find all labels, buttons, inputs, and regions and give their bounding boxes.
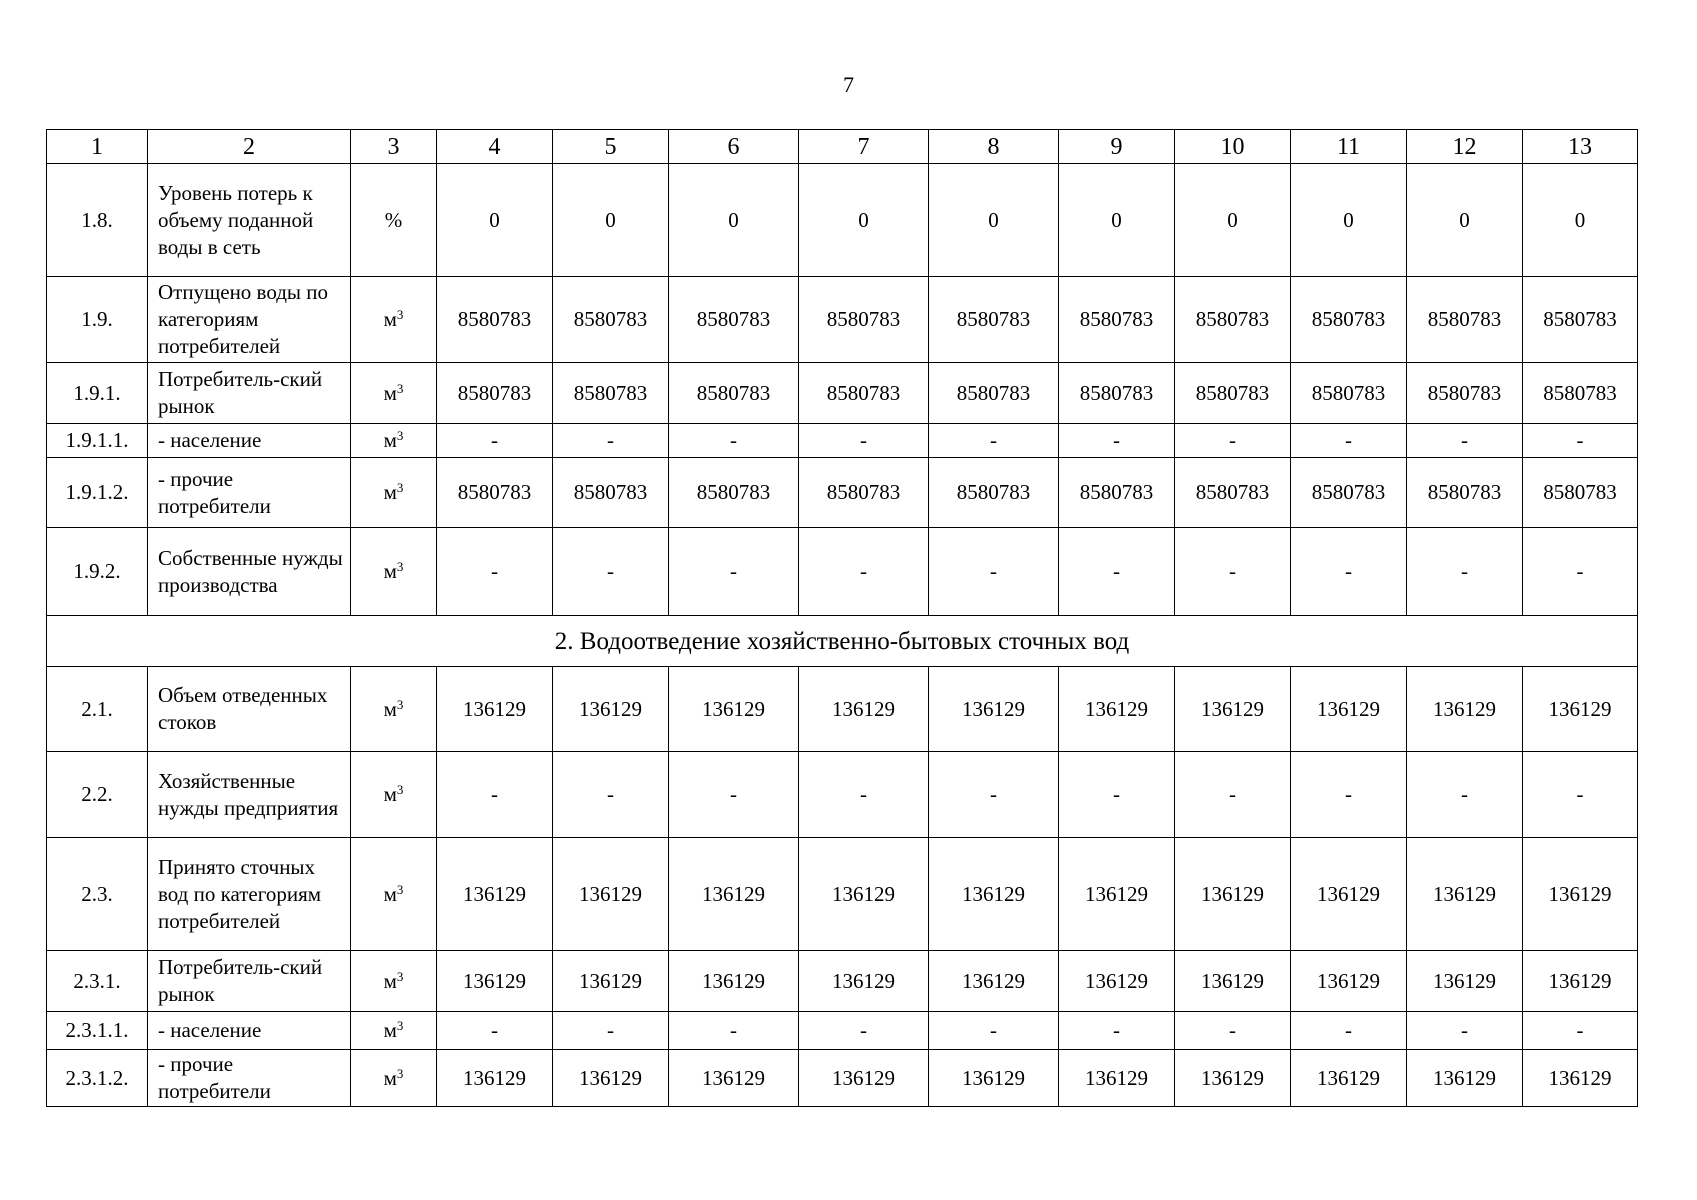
value-cell: 8580783 <box>929 277 1059 363</box>
unit: м <box>383 1065 397 1090</box>
value-cell: 0 <box>437 164 553 277</box>
value-cell: 8580783 <box>799 458 929 528</box>
unit-superscript: 3 <box>396 428 404 443</box>
header-cell: 9 <box>1059 130 1175 164</box>
unit-cell <box>351 528 437 616</box>
unit-cell <box>351 1050 437 1107</box>
value-cell: 136129 <box>1407 1050 1523 1107</box>
unit: % <box>384 207 403 232</box>
value-cell: - <box>1175 752 1291 838</box>
value-cell: 8580783 <box>669 363 799 424</box>
unit-cell <box>351 458 437 528</box>
value-cell: 136129 <box>1175 838 1291 951</box>
section-row <box>47 616 1638 667</box>
value-cell: - <box>799 1012 929 1050</box>
unit-superscript: 3 <box>396 968 404 984</box>
value-cell: - <box>1175 424 1291 458</box>
value-cell: 8580783 <box>1175 458 1291 528</box>
value-cell: 0 <box>1291 164 1407 277</box>
value-cell: 8580783 <box>1291 277 1407 363</box>
value-cell: - <box>929 424 1059 458</box>
row-number: 1.9.1.2. <box>47 458 148 528</box>
value-cell: 0 <box>929 164 1059 277</box>
row-number: 1.9.1.1. <box>47 424 148 458</box>
page-number: 7 <box>843 72 854 97</box>
value-cell: 136129 <box>553 667 669 752</box>
value-cell: 0 <box>1407 164 1523 277</box>
value-cell: - <box>553 424 669 458</box>
value-cell: 136129 <box>1059 667 1175 752</box>
unit-cell <box>351 164 437 277</box>
indicator-name: Принято сточных вод по категориям потребителей <box>148 838 351 951</box>
unit: м <box>383 782 397 806</box>
value-cell: 136129 <box>1059 1050 1175 1107</box>
value-cell: 8580783 <box>669 277 799 363</box>
header-cell: 4 <box>437 130 553 164</box>
value-cell: - <box>553 528 669 616</box>
value-cell: 8580783 <box>437 458 553 528</box>
row-number: 2.1. <box>47 667 148 752</box>
value-cell: - <box>1407 528 1523 616</box>
unit-superscript: 3 <box>396 480 404 495</box>
header-cell: 13 <box>1523 130 1638 164</box>
header-cell: 1 <box>47 130 148 164</box>
unit: м <box>383 696 397 721</box>
indicator-name: Потребитель-ский рынок <box>148 363 351 424</box>
value-cell: - <box>1059 1012 1175 1050</box>
unit: м <box>383 968 397 993</box>
header-cell: 11 <box>1291 130 1407 164</box>
header-cell: 12 <box>1407 130 1523 164</box>
value-cell: - <box>799 528 929 616</box>
value-cell: - <box>929 752 1059 838</box>
unit-superscript: 3 <box>396 307 404 322</box>
unit: м <box>383 480 397 504</box>
unit-superscript: 3 <box>396 1065 404 1081</box>
value-cell: - <box>1407 1012 1523 1050</box>
unit-cell <box>351 363 437 424</box>
table-row <box>47 164 1638 277</box>
unit-superscript: 3 <box>396 559 404 574</box>
unit-cell <box>351 752 437 838</box>
value-cell: - <box>1291 424 1407 458</box>
row-number: 1.9.1. <box>47 363 148 424</box>
value-cell: - <box>1175 528 1291 616</box>
value-cell: - <box>669 424 799 458</box>
row-number: 1.9. <box>47 277 148 363</box>
value-cell: 8580783 <box>1175 363 1291 424</box>
value-cell: - <box>799 752 929 838</box>
table-row <box>47 277 1638 363</box>
value-cell: 136129 <box>553 1050 669 1107</box>
value-cell: 136129 <box>1059 838 1175 951</box>
value-cell: 136129 <box>1059 951 1175 1012</box>
value-cell: 136129 <box>669 667 799 752</box>
row-number: 1.9.2. <box>47 528 148 616</box>
unit-superscript: 3 <box>396 881 404 897</box>
value-cell: 136129 <box>799 1050 929 1107</box>
table-row <box>47 363 1638 424</box>
value-cell: 8580783 <box>1407 277 1523 363</box>
value-cell: 8580783 <box>929 363 1059 424</box>
value-cell: - <box>553 1012 669 1050</box>
value-cell: 8580783 <box>553 363 669 424</box>
value-cell: 136129 <box>1291 667 1407 752</box>
unit-superscript: 3 <box>396 380 404 396</box>
value-cell: 8580783 <box>1291 458 1407 528</box>
unit-superscript: 3 <box>396 782 404 797</box>
value-cell: 0 <box>1523 164 1638 277</box>
value-cell: - <box>669 752 799 838</box>
row-number: 1.8. <box>47 164 148 277</box>
value-cell: 136129 <box>1175 951 1291 1012</box>
row-number: 2.3.1.2. <box>47 1050 148 1107</box>
indicator-name: Отпущено воды по категориям потребителей <box>148 277 351 363</box>
value-cell: - <box>1291 528 1407 616</box>
table-row <box>47 458 1638 528</box>
value-cell: 8580783 <box>1175 277 1291 363</box>
value-cell: - <box>799 424 929 458</box>
value-cell: 0 <box>553 164 669 277</box>
value-cell: 136129 <box>1291 951 1407 1012</box>
value-cell: 8580783 <box>553 277 669 363</box>
value-cell: 136129 <box>929 1050 1059 1107</box>
value-cell: 8580783 <box>1059 458 1175 528</box>
value-cell: - <box>1407 424 1523 458</box>
section-title: 2. Водоотведение хозяйственно-бытовых сточных вод <box>47 616 1638 667</box>
value-cell: 136129 <box>799 667 929 752</box>
value-cell: 0 <box>669 164 799 277</box>
indicator-name: Собственные нужды производства <box>148 528 351 616</box>
value-cell: - <box>929 1012 1059 1050</box>
value-cell: 0 <box>1059 164 1175 277</box>
value-cell: 8580783 <box>799 277 929 363</box>
unit-cell <box>351 277 437 363</box>
row-number: 2.3.1. <box>47 951 148 1012</box>
value-cell: 136129 <box>437 951 553 1012</box>
value-cell: 136129 <box>929 667 1059 752</box>
value-cell: - <box>553 752 669 838</box>
header-cell: 6 <box>669 130 799 164</box>
value-cell: 136129 <box>1407 667 1523 752</box>
value-cell: - <box>437 1012 553 1050</box>
unit-cell <box>351 667 437 752</box>
value-cell: 8580783 <box>553 458 669 528</box>
header-cell: 5 <box>553 130 669 164</box>
value-cell: 136129 <box>437 667 553 752</box>
value-cell: 136129 <box>1523 838 1638 951</box>
unit-cell <box>351 1012 437 1050</box>
data-table <box>46 129 1638 1107</box>
value-cell: 8580783 <box>437 363 553 424</box>
value-cell: 136129 <box>553 838 669 951</box>
value-cell: 136129 <box>669 838 799 951</box>
value-cell: - <box>1407 752 1523 838</box>
indicator-name: - население <box>148 424 351 458</box>
value-cell: - <box>437 528 553 616</box>
table-body <box>47 130 1638 1107</box>
indicator-name: Уровень потерь к объему поданной воды в сеть <box>148 164 351 277</box>
unit: м <box>383 380 397 405</box>
table-row <box>47 951 1638 1012</box>
value-cell: - <box>437 424 553 458</box>
value-cell: 136129 <box>669 951 799 1012</box>
unit: м <box>383 559 397 583</box>
value-cell: 136129 <box>799 951 929 1012</box>
indicator-name: Потребитель-ский рынок <box>148 951 351 1012</box>
value-cell: 8580783 <box>1059 363 1175 424</box>
indicator-name: - прочие потребители <box>148 458 351 528</box>
row-number: 2.3.1.1. <box>47 1012 148 1050</box>
value-cell: 8580783 <box>1059 277 1175 363</box>
unit: м <box>383 307 397 331</box>
value-cell: 136129 <box>437 1050 553 1107</box>
indicator-name: - население <box>148 1012 351 1050</box>
table-row <box>47 838 1638 951</box>
value-cell: 136129 <box>1523 667 1638 752</box>
indicator-name: - прочие потребители <box>148 1050 351 1107</box>
table-row <box>47 1050 1638 1107</box>
unit-cell <box>351 838 437 951</box>
value-cell: 8580783 <box>929 458 1059 528</box>
row-number: 2.3. <box>47 838 148 951</box>
header-row <box>47 130 1638 164</box>
value-cell: - <box>1291 752 1407 838</box>
unit-cell <box>351 424 437 458</box>
unit: м <box>383 1018 397 1042</box>
value-cell: - <box>1059 752 1175 838</box>
value-cell: - <box>929 528 1059 616</box>
value-cell: - <box>1523 424 1638 458</box>
value-cell: 136129 <box>929 951 1059 1012</box>
value-cell: 8580783 <box>1523 363 1638 424</box>
value-cell: 136129 <box>1291 1050 1407 1107</box>
value-cell: 136129 <box>437 838 553 951</box>
value-cell: 136129 <box>1407 838 1523 951</box>
value-cell: 0 <box>799 164 929 277</box>
value-cell: 136129 <box>799 838 929 951</box>
value-cell: 8580783 <box>437 277 553 363</box>
header-cell: 8 <box>929 130 1059 164</box>
value-cell: - <box>1059 424 1175 458</box>
value-cell: - <box>1523 1012 1638 1050</box>
value-cell: 136129 <box>553 951 669 1012</box>
header-cell: 7 <box>799 130 929 164</box>
value-cell: 136129 <box>1523 951 1638 1012</box>
value-cell: 136129 <box>1175 1050 1291 1107</box>
unit-cell <box>351 951 437 1012</box>
indicator-name: Объем отведенных стоков <box>148 667 351 752</box>
unit-superscript: 3 <box>396 1018 404 1033</box>
value-cell: - <box>669 1012 799 1050</box>
value-cell: 136129 <box>1291 838 1407 951</box>
value-cell: 8580783 <box>1523 458 1638 528</box>
table-row <box>47 1012 1638 1050</box>
value-cell: 8580783 <box>669 458 799 528</box>
value-cell: 8580783 <box>1523 277 1638 363</box>
value-cell: - <box>1175 1012 1291 1050</box>
unit-superscript: 3 <box>396 696 404 712</box>
value-cell: 136129 <box>669 1050 799 1107</box>
value-cell: - <box>1059 528 1175 616</box>
unit: м <box>383 881 397 906</box>
value-cell: 8580783 <box>1291 363 1407 424</box>
value-cell: - <box>437 752 553 838</box>
table-row <box>47 752 1638 838</box>
header-cell: 3 <box>351 130 437 164</box>
value-cell: - <box>1523 752 1638 838</box>
value-cell: 136129 <box>1175 667 1291 752</box>
table-row <box>47 528 1638 616</box>
table-row <box>47 667 1638 752</box>
value-cell: - <box>1523 528 1638 616</box>
header-cell: 10 <box>1175 130 1291 164</box>
value-cell: 0 <box>1175 164 1291 277</box>
value-cell: 136129 <box>1407 951 1523 1012</box>
header-cell: 2 <box>148 130 351 164</box>
row-number: 2.2. <box>47 752 148 838</box>
value-cell: 136129 <box>929 838 1059 951</box>
value-cell: 8580783 <box>799 363 929 424</box>
unit: м <box>383 428 397 452</box>
value-cell: - <box>1291 1012 1407 1050</box>
value-cell: 136129 <box>1523 1050 1638 1107</box>
value-cell: - <box>669 528 799 616</box>
value-cell: 8580783 <box>1407 458 1523 528</box>
indicator-name: Хозяйственные нужды предприятия <box>148 752 351 838</box>
value-cell: 8580783 <box>1407 363 1523 424</box>
table-row <box>47 424 1638 458</box>
